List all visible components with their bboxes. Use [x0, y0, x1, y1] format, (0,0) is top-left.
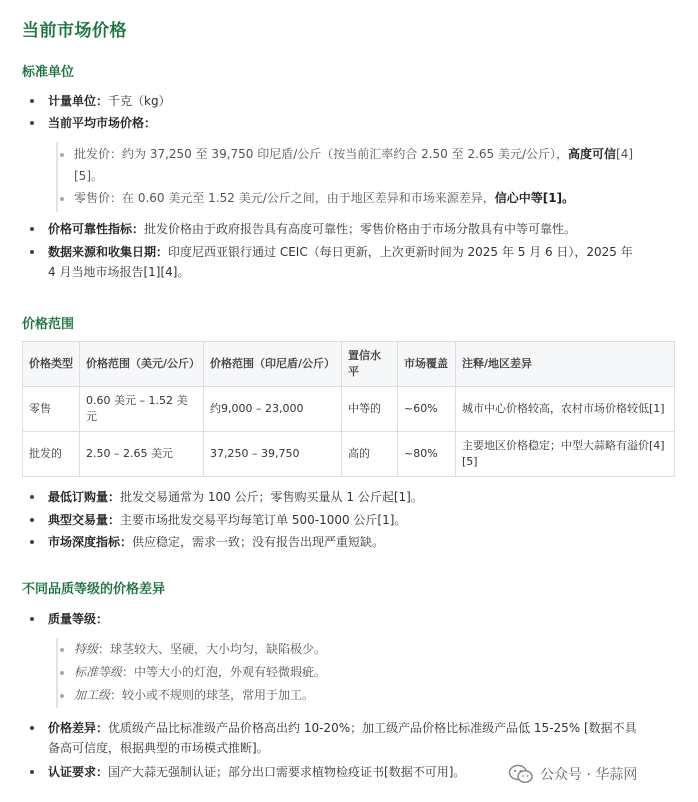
sub-bullet-dot — [60, 671, 64, 675]
reliability-label: 价格可靠性指标： — [48, 222, 145, 236]
table-cell: 城市中心价格较高，农村市场价格较低[1] — [456, 387, 675, 432]
table-header-cell: 价格范围（美元/公斤） — [80, 342, 204, 387]
bullet-dot — [30, 540, 34, 544]
quality-grade-label: 质量等级： — [48, 612, 109, 626]
market-depth-item — [48, 532, 384, 552]
table-cell: 约9,000 – 23,000 — [204, 387, 342, 432]
section-heading-price-range: 价格范围 — [22, 317, 75, 332]
grade-name: 特级 — [74, 642, 99, 656]
section-heading-standard-unit: 标准单位 — [22, 65, 75, 80]
price-diff-value-2: 备高可信度，根据典型的市场模式推断]。 — [48, 741, 269, 755]
table-header-row — [23, 342, 675, 387]
reliability-item — [48, 219, 576, 239]
table-cell: 主要地区价格稳定；中型大蒜略有溢价[4][5] — [456, 432, 675, 477]
unit-item — [48, 91, 171, 111]
retail-confidence: 信心中等[1]。 — [494, 191, 575, 205]
wholesale-text: 批发价：约为 37,250 至 39,750 印尼盾/公斤（按当前汇率约合 2.50 至 2.65 美元/公斤）， — [74, 147, 569, 161]
source-item — [48, 242, 678, 282]
table-cell: 0.60 美元 – 1.52 美元 — [80, 387, 204, 432]
typical-volume-label: 典型交易量： — [48, 513, 121, 527]
price-diff-value-1: 优质级产品比标准级产品价格高出约 10-20%；加工级产品价格比标准级产品低 15-25% [数据不具 — [108, 721, 637, 735]
source-value-2: 4 月当地市场报告[1][4]。 — [48, 265, 190, 279]
table-header-cell: 市场覆盖 — [398, 342, 456, 387]
sub-bullet-dot — [60, 197, 64, 201]
market-depth-label: 市场深度指标： — [48, 535, 133, 549]
reliability-value: 批发价格由于政府报告具有高度可靠性；零售价格由于市场分散具有中等可靠性。 — [144, 222, 577, 236]
table-cell: 2.50 – 2.65 美元 — [80, 432, 204, 477]
wholesale-confidence: 高度可信 — [568, 147, 617, 161]
table-header-cell: 价格范围（印尼盾/公斤） — [204, 342, 342, 387]
grade-name: 标准等级 — [74, 665, 123, 679]
bullet-dot — [30, 617, 34, 621]
retail-text: 零售价：在 0.60 美元至 1.52 美元/公斤之间，由于地区差异和市场来源差异， — [74, 191, 495, 205]
grade-desc: ：中等大小的灯泡，外观有轻微瑕疵。 — [122, 665, 327, 679]
unit-label: 计量单位： — [48, 94, 109, 108]
certification-label: 认证要求： — [48, 765, 109, 779]
source-label: 数据来源和收集日期： — [48, 245, 169, 259]
watermark — [508, 764, 637, 784]
unit-value: 千克（kg） — [108, 94, 171, 108]
table-header-cell: 价格类型 — [23, 342, 80, 387]
typical-volume-item — [48, 510, 406, 530]
certification-item — [48, 762, 465, 782]
market-depth-value: 供应稳定，需求一致；没有报告出现严重短缺。 — [132, 535, 385, 549]
section-heading-quality-grades: 不同品质等级的价格差异 — [22, 582, 166, 597]
avg-price-item — [48, 113, 156, 133]
table-cell: 37,250 – 39,750 — [204, 432, 342, 477]
avg-price-label: 当前平均市场价格： — [48, 116, 157, 130]
min-order-item — [48, 487, 423, 507]
bullet-dot — [30, 121, 34, 125]
price-diff-item — [48, 718, 678, 758]
table-cell: ~80% — [398, 432, 456, 477]
retail-price-item — [74, 187, 574, 209]
table-row — [23, 432, 675, 477]
page-title: 当前市场价格 — [22, 21, 127, 41]
table-cell: 零售 — [23, 387, 80, 432]
grade-desc: ：球茎较大、坚硬，大小均匀，缺陷极少。 — [98, 642, 327, 656]
sub-list-rule — [56, 638, 58, 708]
typical-volume-value: 主要市场批发交易平均每笔订单 500-1000 公斤[1]。 — [120, 513, 407, 527]
source-value-1: 印度尼西亚银行通过 CEIC（每日更新，上次更新时间为 2025 年 5 月 6 日），2025 年 — [168, 245, 633, 259]
grade-processing-item — [74, 684, 314, 706]
bullet-dot — [30, 726, 34, 730]
certification-value: 国产大蒜无强制认证；部分出口需要求植物检疫证书[数据不可用]。 — [108, 765, 466, 779]
wechat-icon — [508, 764, 534, 784]
quality-grade-item — [48, 609, 108, 629]
bullet-dot — [30, 495, 34, 499]
bullet-dot — [30, 518, 34, 522]
bullet-dot — [30, 227, 34, 231]
table-cell: ~60% — [398, 387, 456, 432]
grade-premium-item — [74, 638, 326, 660]
bullet-dot — [30, 770, 34, 774]
wholesale-ref-2[interactable]: [5]。 — [74, 169, 103, 183]
sub-bullet-dot — [60, 694, 64, 698]
table-cell: 高的 — [342, 432, 398, 477]
min-order-value: 批发交易通常为 100 公斤；零售购买量从 1 公斤起[1]。 — [120, 490, 423, 504]
min-order-label: 最低订购量： — [48, 490, 121, 504]
grade-desc: ：较小或不规则的球茎，常用于加工。 — [110, 688, 315, 702]
sub-bullet-dot — [60, 153, 64, 157]
wholesale-ref-1[interactable]: [4] — [616, 147, 634, 161]
bullet-dot — [30, 250, 34, 254]
table-header-cell: 置信水平 — [342, 342, 398, 387]
grade-standard-item — [74, 661, 326, 683]
sub-bullet-dot — [60, 648, 64, 652]
sub-list-rule — [56, 142, 58, 212]
table-row — [23, 387, 675, 432]
grade-name: 加工级 — [74, 688, 111, 702]
table-cell: 批发的 — [23, 432, 80, 477]
bullet-dot — [30, 99, 34, 103]
price-range-table — [22, 341, 675, 477]
wholesale-price-item — [74, 143, 674, 187]
watermark-text: 公众号 · 华蒜网 — [540, 767, 638, 783]
table-header-cell: 注释/地区差异 — [456, 342, 675, 387]
table-cell: 中等的 — [342, 387, 398, 432]
price-diff-label: 价格差异： — [48, 721, 109, 735]
